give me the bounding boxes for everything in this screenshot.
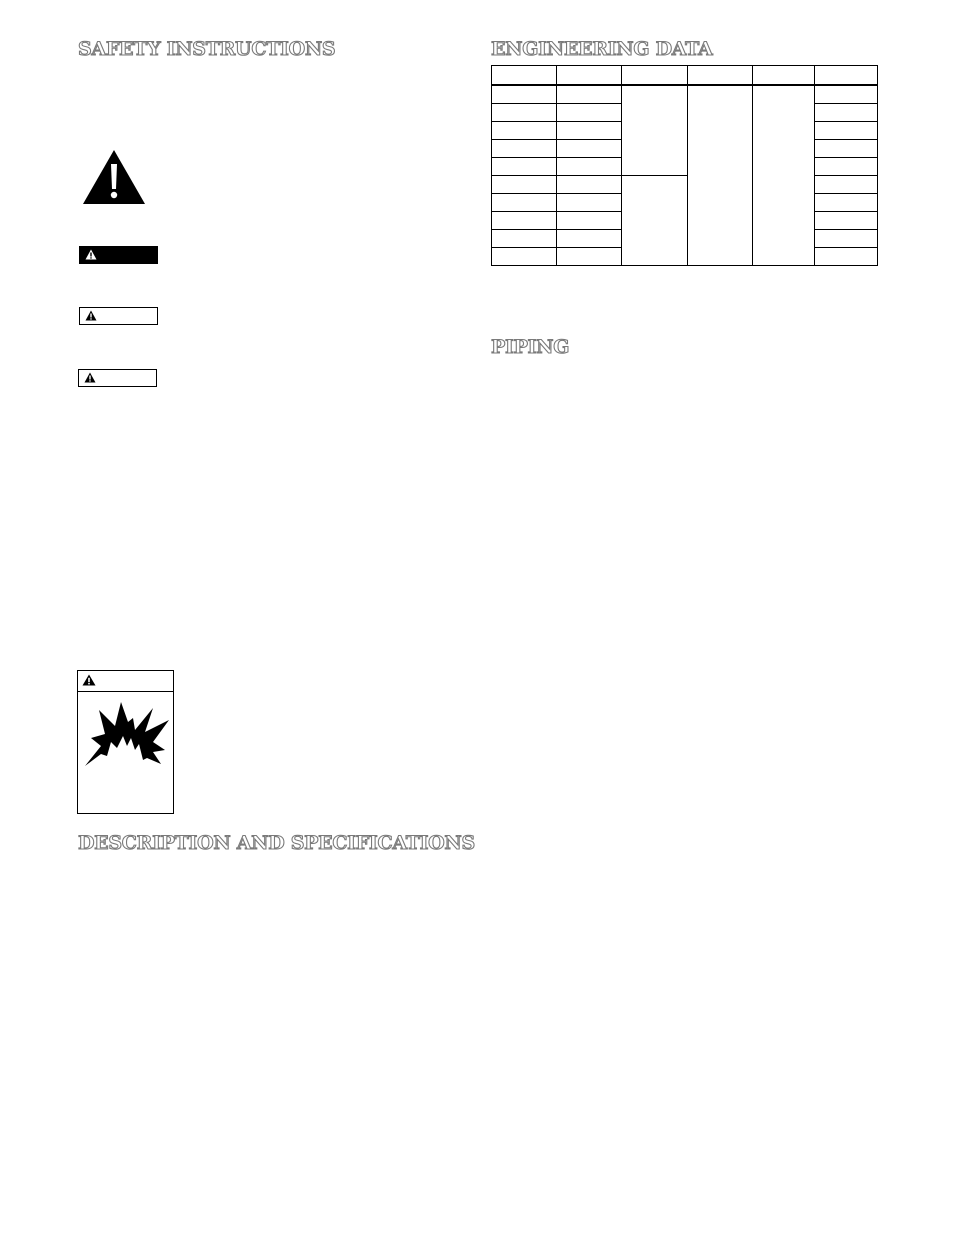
table-cell [492, 248, 557, 266]
table-cell [492, 230, 557, 248]
table-cell [815, 158, 878, 176]
table-header-cell [753, 66, 815, 86]
table-cell [557, 140, 622, 158]
table-cell [557, 230, 622, 248]
table-cell [815, 248, 878, 266]
table-cell [492, 85, 557, 104]
table-cell [557, 176, 622, 194]
table-cell [815, 176, 878, 194]
table-merged-cell [688, 85, 753, 266]
table-cell [815, 194, 878, 212]
table-cell [815, 85, 878, 104]
table-cell [492, 194, 557, 212]
safety-instructions-heading: SAFETY INSTRUCTIONS [78, 38, 336, 60]
piping-heading: PIPING [491, 336, 570, 358]
caution-triangle-icon [84, 372, 96, 383]
table-cell [492, 212, 557, 230]
table-cell [557, 212, 622, 230]
warning-triangle-icon [85, 310, 97, 321]
table-header-row [492, 66, 878, 86]
table-cell [492, 176, 557, 194]
table-header-cell [557, 66, 622, 86]
engineering-data-heading: ENGINEERING DATA [491, 38, 713, 60]
table-cell [815, 212, 878, 230]
warning-signal-label [79, 307, 158, 325]
table-header-cell [815, 66, 878, 86]
hazard-panel-header [78, 671, 173, 692]
table-cell [815, 122, 878, 140]
table-cell [492, 158, 557, 176]
explosion-icon [81, 698, 171, 768]
table-cell [557, 158, 622, 176]
table-cell [815, 230, 878, 248]
table-cell [557, 122, 622, 140]
table-cell [557, 85, 622, 104]
table-cell [557, 104, 622, 122]
table-merged-cell [753, 85, 815, 266]
table-row [492, 176, 878, 194]
table-cell [815, 140, 878, 158]
table-cell [557, 248, 622, 266]
table-header-cell [492, 66, 557, 86]
danger-warning-triangle-icon [85, 249, 97, 260]
table-cell [815, 104, 878, 122]
safety-alert-warning-icon [82, 149, 146, 205]
hazard-warning-triangle-icon [82, 674, 96, 686]
description-specifications-heading: DESCRIPTION AND SPECIFICATIONS [78, 832, 475, 854]
explosion-hazard-panel [77, 670, 174, 814]
table-cell [492, 140, 557, 158]
table-header-cell [622, 66, 688, 86]
caution-signal-label [78, 369, 157, 387]
table-cell [557, 194, 622, 212]
table-merged-cell [622, 176, 688, 266]
danger-signal-label [79, 246, 158, 264]
engineering-data-table [491, 65, 878, 266]
table-merged-cell [622, 85, 688, 176]
table-row [492, 85, 878, 104]
table-cell [492, 104, 557, 122]
hazard-panel-body [78, 692, 173, 813]
table-header-cell [688, 66, 753, 86]
table-cell [492, 122, 557, 140]
